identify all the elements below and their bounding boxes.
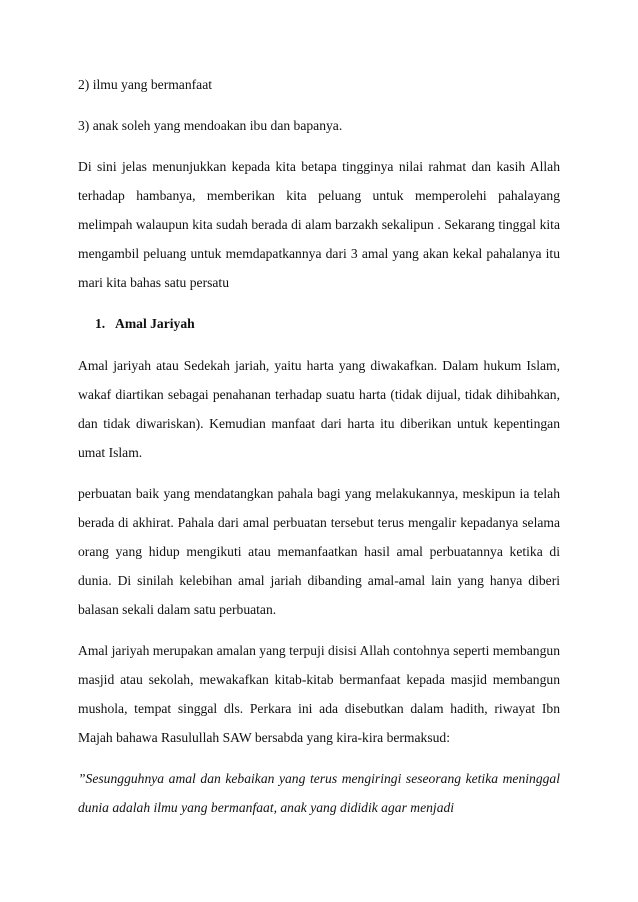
- hadith-quote: ”Sesungguhnya amal dan kebaikan yang terus mengiringi seseorang ketika meninggal dunia adalah ilmu yang bermanfaat, anak yang dididik agar menjadi: [78, 771, 560, 815]
- paragraph-perbuatan-baik: perbuatan baik yang mendatangkan pahala bagi yang melakukannya, meskipun ia telah berada di akhirat. Pahala dari amal perbuatan tersebut terus mengalir kepadanya selama orang yang hidup mengikuti atau memanfaatkan hasil amal perbuatannya ketika di dunia. Di sinilah kelebihan amal jariah dibanding amal-amal lain yang hanya diberi balasan sekali dalam satu perbuatan.: [78, 486, 560, 617]
- section-title: Amal Jariyah: [115, 316, 195, 331]
- paragraph-contoh-amal: Amal jariyah merupakan amalan yang terpuji disisi Allah contohnya seperti membangun masjid atau sekolah, mewakafkan kitab-kitab bermanfaat kepada masjid membangun mushola, tempat singgal dls. Perkara ini ada disebutkan dalam hadith, riwayat Ibn Majah bahawa Rasulullah SAW bersabda yang kira-kira bermaksud:: [78, 643, 560, 745]
- intro-paragraph: Di sini jelas menunjukkan kepada kita betapa tingginya nilai rahmat dan kasih Allah terhadap hambanya, memberikan kita peluang untuk memperolehi pahalayang melimpah walaupun kita sudah berada di alam barzakh sekalipun . Sekarang tinggal kita mengambil peluang untuk memdapatkannya dari 3 amal yang akan kekal pahalanya itu mari kita bahas satu persatu: [78, 159, 560, 290]
- list-item-ilmu: 2) ilmu yang bermanfaat: [78, 77, 212, 92]
- list-item-anak-soleh: 3) anak soleh yang mendoakan ibu dan bapanya.: [78, 118, 343, 133]
- paragraph-wakaf: Amal jariyah atau Sedekah jariah, yaitu harta yang diwakafkan. Dalam hukum Islam, wakaf diartikan sebagai penahanan terhadap suatu harta (tidak dijual, tidak dihibahkan, dan tidak diwariskan). Kemudian manfaat dari harta itu diberikan untuk kepentingan umat Islam.: [78, 358, 560, 460]
- section-number: 1.: [95, 316, 106, 331]
- document-page: [78, 70, 560, 822]
- section-heading: [78, 309, 560, 338]
